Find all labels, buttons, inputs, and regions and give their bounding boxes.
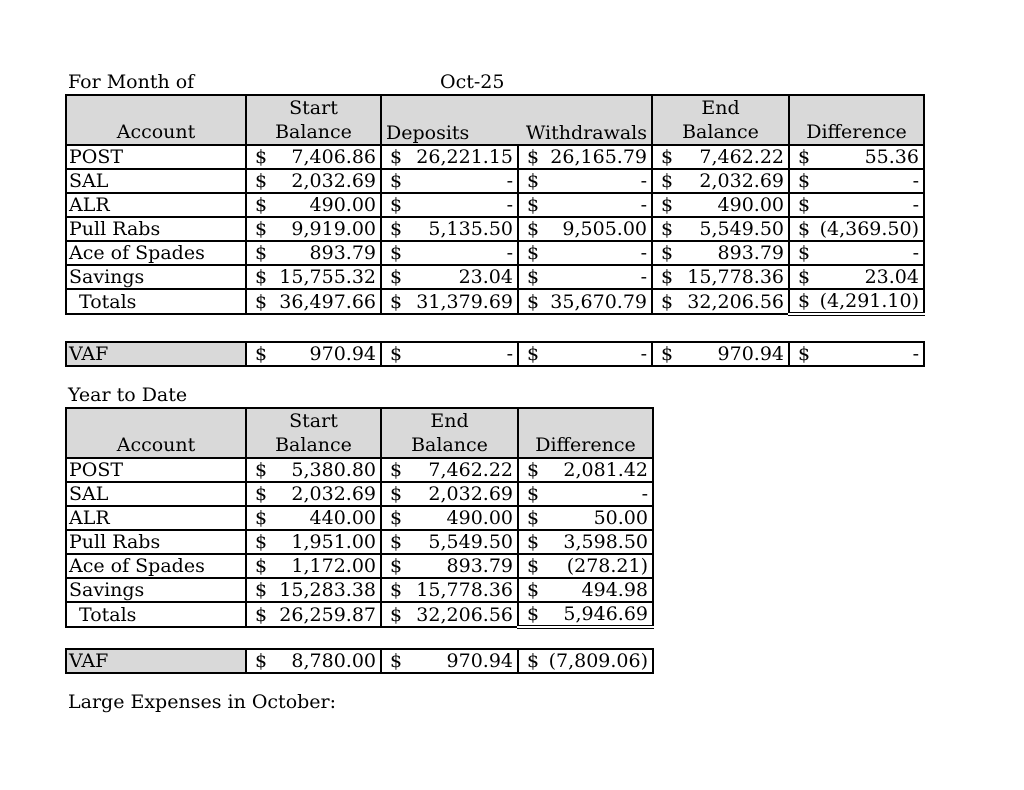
amount: 26,165.79 [550,146,647,168]
vaf-label: VAF [66,342,246,366]
currency-symbol: $ [527,194,540,216]
currency-symbol: $ [255,146,268,168]
money-cell [381,482,518,506]
account-name: Savings [66,578,246,602]
currency-symbol: $ [255,290,268,313]
amount: 1,172.00 [291,555,376,577]
currency-symbol: $ [661,290,674,313]
amount: 36,497.66 [279,290,376,313]
amount: 2,081.42 [563,459,648,481]
money-cell [246,217,381,241]
currency-symbol: $ [527,459,540,481]
money-cell [246,265,381,289]
money-cell [246,506,381,530]
amount: - [912,242,919,264]
amount: 5,549.50 [428,531,513,553]
money-cell [518,217,652,241]
amount: 23.04 [458,266,513,288]
currency-symbol: $ [798,290,811,312]
amount: - [506,242,513,264]
account-name: Savings [66,265,246,289]
currency-symbol: $ [527,507,540,529]
currency-symbol: $ [527,290,540,313]
table-row [66,578,653,602]
money-cell [246,554,381,578]
table-row [66,217,924,241]
amount: 893.79 [309,242,376,264]
currency-symbol: $ [390,242,403,264]
table-row [66,265,924,289]
money-cell [518,458,653,482]
totals-row [66,602,653,627]
money-cell [246,602,381,627]
currency-symbol: $ [255,603,268,626]
ytd-vaf-row [65,648,654,674]
amount: (4,369.50) [819,218,919,240]
currency-symbol: $ [798,170,811,192]
currency-symbol: $ [390,555,403,577]
amount: 490.00 [446,507,513,529]
totals-label: Totals [66,289,246,314]
currency-symbol: $ [798,266,811,288]
account-name: SAL [66,169,246,193]
vaf-withdrawals: $ - [518,342,652,366]
header-deposits-withdrawals [381,95,652,145]
totals-row [66,289,924,314]
currency-symbol: $ [255,555,268,577]
amount: 490.00 [717,194,784,216]
vaf-start: $ 970.94 [246,342,381,366]
money-cell [381,193,518,217]
amount: 55.36 [864,146,919,168]
money-cell [381,169,518,193]
amount: - [641,483,648,505]
money-cell [518,289,652,314]
money-cell [652,265,789,289]
currency-symbol: $ [390,507,403,529]
vaf-deposits: $ - [381,342,518,366]
money-cell [652,145,789,169]
money-cell [246,482,381,506]
amount: - [640,242,647,264]
money-cell [518,193,652,217]
money-cell [789,145,924,169]
ytd-vaf-diff: $ (7,809.06) [518,649,653,673]
amount: 7,406.86 [291,146,376,168]
account-name: Pull Rabs [66,217,246,241]
money-cell [381,241,518,265]
account-name: Pull Rabs [66,530,246,554]
vaf-diff: $ - [789,342,924,366]
currency-symbol: $ [661,170,674,192]
amount: 5,946.69 [563,603,648,625]
ytd-label: Year to Date [68,384,188,406]
amount: - [640,194,647,216]
monthly-vaf-row [65,341,925,367]
ytd-header-end-balance: End Balance [381,408,518,458]
currency-symbol: $ [527,603,540,625]
currency-symbol: $ [390,603,403,626]
currency-symbol: $ [661,266,674,288]
money-cell [246,241,381,265]
amount: - [506,170,513,192]
currency-symbol: $ [255,266,268,288]
table-row [66,169,924,193]
header-deposits: Deposits [386,122,470,144]
money-cell [381,530,518,554]
amount: 5,549.50 [699,218,784,240]
ytd-header-account: Account [66,408,246,458]
account-name: ALR [66,506,246,530]
amount: 15,778.36 [416,579,513,601]
account-name: Ace of Spades [66,241,246,265]
currency-symbol: $ [527,579,540,601]
amount: 893.79 [446,555,513,577]
money-cell [789,193,924,217]
money-cell [518,530,653,554]
amount: 15,755.32 [279,266,376,288]
currency-symbol: $ [390,194,403,216]
currency-symbol: $ [390,459,403,481]
money-cell [381,554,518,578]
ytd-vaf-start: $ 8,780.00 [246,649,381,673]
currency-symbol: $ [798,146,811,168]
money-cell [518,265,652,289]
currency-symbol: $ [527,146,540,168]
amount: - [506,194,513,216]
money-cell [381,458,518,482]
amount: 494.98 [581,579,648,601]
money-cell [652,193,789,217]
money-cell [652,241,789,265]
currency-symbol: $ [527,170,540,192]
money-cell [381,289,518,314]
header-difference: Difference [789,95,924,145]
currency-symbol: $ [661,146,674,168]
money-cell [381,145,518,169]
currency-symbol: $ [255,507,268,529]
table-row [66,530,653,554]
amount: 32,206.56 [687,290,784,313]
account-name: SAL [66,482,246,506]
money-cell [381,602,518,627]
header-start-balance: Start Balance [246,95,381,145]
amount: 2,032.69 [291,483,376,505]
money-cell [518,169,652,193]
amount: - [640,266,647,288]
currency-symbol: $ [661,218,674,240]
currency-symbol: $ [255,459,268,481]
amount: 15,283.38 [279,579,376,601]
amount: 50.00 [593,507,648,529]
money-cell [246,458,381,482]
money-cell [789,217,924,241]
header-account: Account [66,95,246,145]
money-cell [246,169,381,193]
currency-symbol: $ [255,483,268,505]
money-cell [652,169,789,193]
ytd-vaf-label: VAF [66,649,246,673]
table-row [66,145,924,169]
amount: 23.04 [864,266,919,288]
currency-symbol: $ [255,531,268,553]
currency-symbol: $ [390,579,403,601]
money-cell [518,602,653,627]
currency-symbol: $ [798,242,811,264]
amount: 26,259.87 [279,603,376,626]
currency-symbol: $ [255,218,268,240]
amount: 893.79 [717,242,784,264]
amount: 32,206.56 [416,603,513,626]
amount: 5,135.50 [428,218,513,240]
currency-symbol: $ [390,483,403,505]
money-cell [789,265,924,289]
money-cell [652,217,789,241]
money-cell [381,265,518,289]
table-row [66,554,653,578]
currency-symbol: $ [390,170,403,192]
money-cell [518,482,653,506]
money-cell [652,289,789,314]
money-cell [789,289,924,314]
amount: - [912,170,919,192]
amount: 31,379.69 [416,290,513,313]
money-cell [381,578,518,602]
amount: - [912,194,919,216]
currency-symbol: $ [798,218,811,240]
money-cell [381,217,518,241]
currency-symbol: $ [255,579,268,601]
ytd-header-start-balance: Start Balance [246,408,381,458]
money-cell [246,145,381,169]
large-expenses-label: Large Expenses in October: [68,691,337,713]
currency-symbol: $ [798,194,811,216]
amount: 5,380.80 [291,459,376,481]
table-row [66,506,653,530]
amount: 26,221.15 [416,146,513,168]
vaf-end: $ 970.94 [652,342,789,366]
currency-symbol: $ [527,266,540,288]
currency-symbol: $ [527,242,540,264]
account-name: Ace of Spades [66,554,246,578]
currency-symbol: $ [255,242,268,264]
money-cell [246,578,381,602]
account-name: POST [66,458,246,482]
month-label: For Month of [68,71,195,93]
account-name: ALR [66,193,246,217]
money-cell [789,169,924,193]
money-cell [246,193,381,217]
currency-symbol: $ [390,290,403,313]
totals-label: Totals [66,602,246,627]
amount: 9,919.00 [291,218,376,240]
amount: 9,505.00 [562,218,647,240]
currency-symbol: $ [255,170,268,192]
header-withdrawals: Withdrawals [525,122,647,144]
amount: (4,291.10) [819,290,919,312]
amount: 3,598.50 [563,531,648,553]
table-row [66,482,653,506]
money-cell [246,530,381,554]
amount: 440.00 [309,507,376,529]
currency-symbol: $ [390,531,403,553]
money-cell [381,506,518,530]
money-cell [518,554,653,578]
currency-symbol: $ [527,555,540,577]
currency-symbol: $ [527,483,540,505]
table-row [66,241,924,265]
table-row [66,458,653,482]
amount: 2,032.69 [699,170,784,192]
currency-symbol: $ [255,194,268,216]
table-row [66,193,924,217]
currency-symbol: $ [390,146,403,168]
amount: 15,778.36 [687,266,784,288]
currency-symbol: $ [527,218,540,240]
money-cell [518,506,653,530]
ytd-vaf-end: $ 970.94 [381,649,518,673]
money-cell [246,289,381,314]
currency-symbol: $ [661,242,674,264]
amount: (278.21) [566,555,648,577]
currency-symbol: $ [390,218,403,240]
amount: - [640,170,647,192]
amount: 490.00 [309,194,376,216]
header-end-balance: End Balance [652,95,789,145]
ytd-table [65,407,654,629]
amount: 7,462.22 [428,459,513,481]
amount: 2,032.69 [428,483,513,505]
money-cell [518,145,652,169]
currency-symbol: $ [390,266,403,288]
amount: 1,951.00 [291,531,376,553]
money-cell [789,241,924,265]
currency-symbol: $ [661,194,674,216]
money-cell [518,578,653,602]
amount: 2,032.69 [291,170,376,192]
monthly-table [65,94,925,316]
ytd-header-difference: Difference [518,408,653,458]
currency-symbol: $ [527,531,540,553]
amount: 7,462.22 [699,146,784,168]
money-cell [518,241,652,265]
account-name: POST [66,145,246,169]
amount: 35,670.79 [550,290,647,313]
month-period: Oct-25 [440,71,505,93]
